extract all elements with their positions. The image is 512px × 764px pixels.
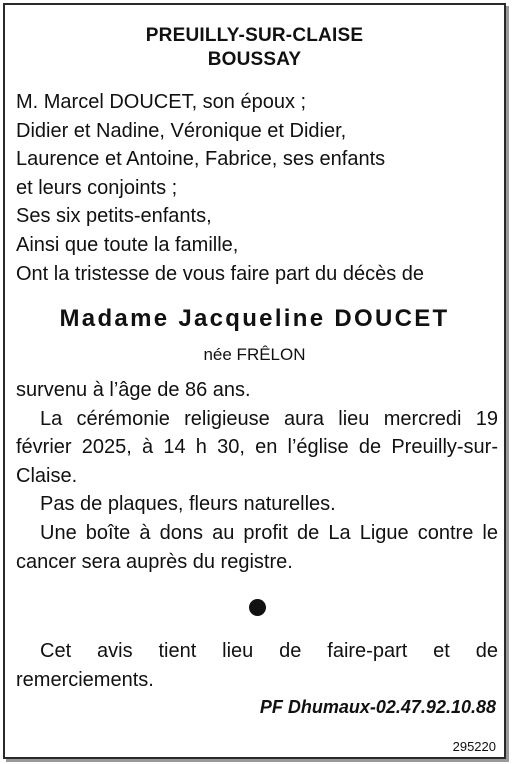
closing-text: Cet avis tient lieu de faire-part et de remerciements. [16, 640, 498, 691]
bullet-separator [249, 599, 266, 616]
reference-number: 295220 [452, 739, 496, 754]
donation-text: Une boîte à dons au profit de La Ligue contre le cancer sera auprès du registre. [16, 521, 498, 573]
funeral-home-signature: PF Dhumaux-02.47.92.10.88 [259, 697, 496, 717]
notice-town: PREUILLY-SUR-CLAISE [145, 25, 364, 46]
family-line: Ont la tristesse de vous faire part du décès de [16, 262, 424, 285]
family-line: Ses six petits-enfants, [16, 205, 212, 228]
family-line: Didier et Nadine, Véronique et Didier, [16, 119, 347, 142]
age-text: survenu à l’âge de 86 ans. [16, 379, 251, 401]
family-line: M. Marcel DOUCET, son époux ; [16, 91, 307, 113]
maiden-name: née FRÊLON [203, 345, 306, 364]
family-line: Ainsi que toute la famille, [16, 233, 239, 256]
notice-subtown: BOUSSAY [207, 49, 302, 70]
family-list [16, 88, 424, 288]
deceased-name: Madame Jacqueline DOUCET [59, 305, 450, 332]
ceremony-text: La cérémonie religieuse aura lieu mercredi 19 février 2025, à 14 h 30, en l’église de Preuilly-sur-Claise. [16, 407, 498, 487]
family-line: et leurs conjoints ; [16, 176, 178, 199]
obituary-notice [3, 3, 506, 759]
flowers-text: Pas de plaques, fleurs naturelles. [40, 493, 336, 516]
closing-block [16, 637, 498, 694]
notice-body [16, 376, 498, 576]
family-line: Laurence et Antoine, Fabrice, ses enfants [16, 148, 386, 171]
